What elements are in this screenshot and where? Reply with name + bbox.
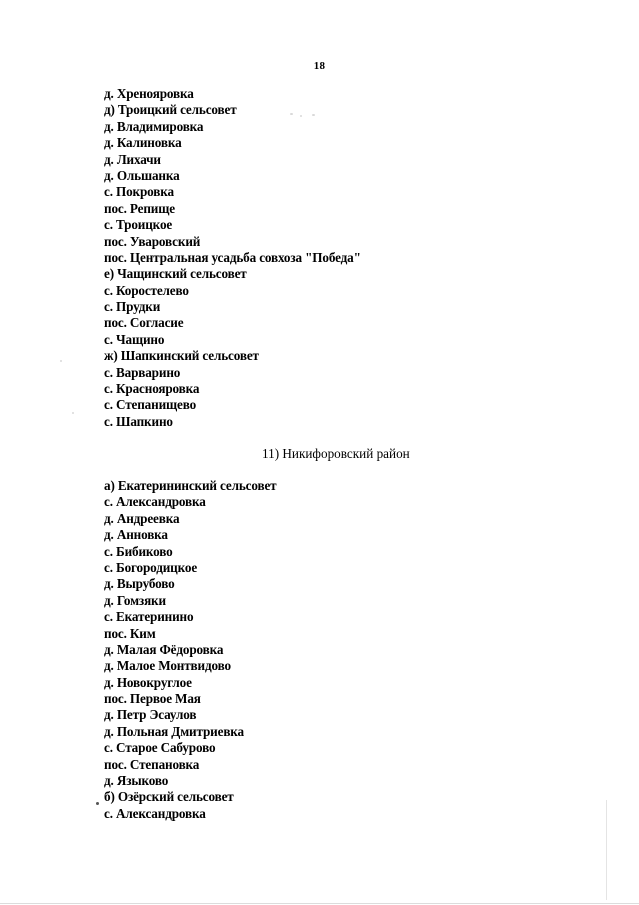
list-item: д. Новокруглое [104,674,192,690]
list-item: д. Лихачи [104,151,161,167]
list-item: д. Ольшанка [104,167,180,183]
scan-speck [96,802,99,805]
list-item: д. Андреевка [104,510,180,526]
list-item: с. Александровка [104,494,206,510]
list-item: с. Покровка [104,184,174,200]
list-item: пос. Первое Мая [104,691,201,707]
list-item: д. Вырубово [104,576,175,592]
list-item: д. Калиновка [104,135,182,151]
list-item: с. Краснояровка [104,381,200,397]
list-item: д. Анновка [104,527,168,543]
list-item: с. Степанищево [104,397,197,413]
list-item: пос. Центральная усадьба совхоза "Победа" [104,249,361,265]
list-item: б) Озёрский сельсовет [104,789,234,805]
list-item: пос. Репище [104,200,175,216]
district-heading: 11) Никифоровский район [262,446,410,461]
list-item: с. Варварино [104,364,181,380]
settlement-list-part-2 [104,478,544,822]
scan-edge-mark [606,800,607,900]
list-item: пос. Уваровский [104,233,201,249]
list-item: д. Владимировка [104,118,204,134]
list-item: с. Шапкино [104,413,173,429]
list-item: с. Богородицкое [104,559,198,575]
list-item: д. Малое Монтвидово [104,658,231,674]
list-item: д. Языково [104,773,169,789]
list-item: пос. Ким [104,625,156,641]
list-item: с. Троицкое [104,217,173,233]
scan-speck [60,360,62,362]
list-item: с. Чащино [104,331,165,347]
list-item: д. Малая Фёдоровка [104,641,224,657]
list-item: с. Старое Сабурово [104,740,216,756]
list-item: пос. Степановка [104,756,200,772]
settlement-list-part-1 [104,86,544,430]
list-item: с. Коростелево [104,282,189,298]
list-item: пос. Согласие [104,315,184,331]
list-item: д) Троицкий сельсовет [104,102,237,118]
list-item: д. Гомзяки [104,592,166,608]
scan-speck [312,114,315,116]
list-item: а) Екатерининский сельсовет [104,478,277,493]
page-number: 18 [313,60,326,72]
list-item: е) Чащинский сельсовет [104,266,247,282]
list-item: с. Александровка [104,805,206,821]
list-item: с. Бибиково [104,543,173,559]
list-item: ж) Шапкинский сельсовет [104,348,259,364]
list-item: д. Петр Эсаулов [104,707,197,723]
list-item: с. Прудки [104,299,161,315]
scan-speck [72,412,74,414]
list-item: с. Екатеринино [104,609,194,625]
list-item: д. Польная Дмитриевка [104,723,244,739]
scan-edge-line [0,903,639,904]
scan-speck [300,115,302,117]
list-item: д. Хренояровка [104,86,194,101]
scan-speck [290,113,293,115]
